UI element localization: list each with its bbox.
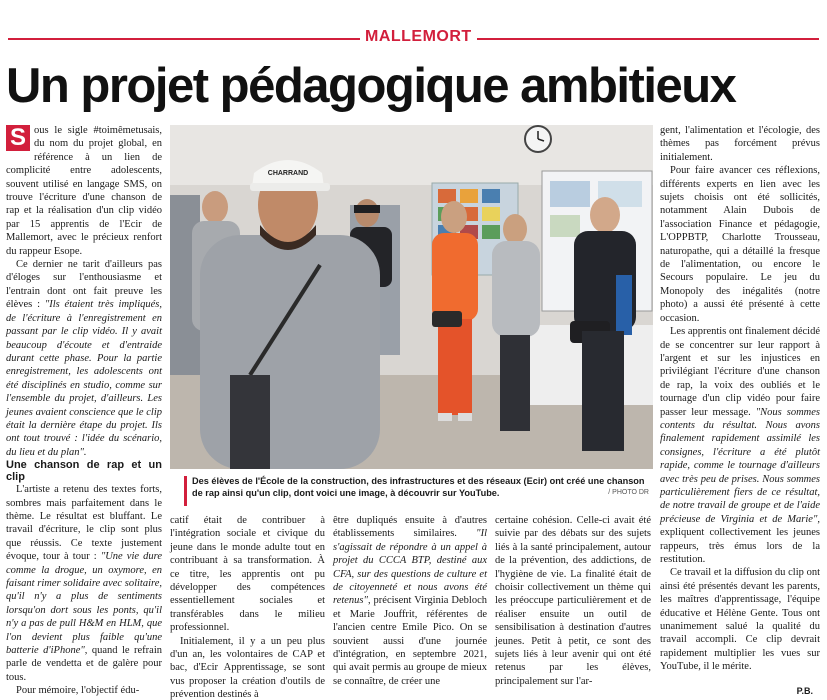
photo-credit: / PHOTO DR bbox=[608, 489, 649, 496]
caption-bar bbox=[184, 476, 187, 506]
paragraph: Ce travail et la diffusion du clip ont ainsi été présentés devant les parents, les maîtres d'apprentissage, l'équipe éducative et Hélène Gente. Tous ont unanimement salué la qualité du travail accompli. Ce clip devrait rapidement multiplier les vues sur YouTube, il le mérite. bbox=[660, 567, 820, 673]
photo-caption bbox=[170, 473, 653, 507]
paragraph-text: , quand le refrain parle de vendetta et de galère pour tous. bbox=[6, 645, 163, 683]
photo-illustration bbox=[170, 125, 653, 469]
rubric-label: MALLEMORT bbox=[360, 26, 477, 48]
drop-cap: S bbox=[6, 125, 30, 151]
section-subheading: Une chanson de rap et un clip bbox=[6, 459, 162, 484]
quote-text: "Nous sommes contents du résultat. Nous avons finalement rapidement assimilé les consignes, l'écriture a été plutôt rapide, comme le tournage d'ailleurs avec très peu de prises. Nous sommes particulièrement fiers de ce résultat, de notre travail de groupe et de l'aide précieuse de Virginia et de Marie" bbox=[660, 406, 820, 525]
article-column-1 bbox=[6, 124, 162, 698]
paragraph bbox=[660, 325, 820, 566]
article-column-2 bbox=[170, 514, 325, 700]
paragraph: Pour faire avancer ces réflexions, différents experts en lien avec les sujets choisis ont été sollicités, notamment Alain Dubois de l'association Finance et pédagogie, L'OPPBTP, Charlotte Trousseau, naturopathe, qui a détaillé la fresque de l'alimentation, ou encore le Secours populaire. Le jeu du Monopoly des inégalités (notre photo) a aussi été présenté à cette occasion. bbox=[660, 165, 820, 324]
author-signature: P.B. bbox=[796, 686, 813, 696]
article-column-5 bbox=[660, 124, 820, 674]
wall-clock bbox=[525, 126, 551, 152]
paragraph: certaine cohésion. Celle-ci avait été suivie par des débats sur des sujets liés à la santé principalement, autour de la prévention, des addictions, de l'hygiène de vie. La finalité était de choisir collectivement un thème qui les préoccupe particulièrement et de réaliser ensuite un outil de sensibilisation à destination d'autres jeunes. Petit à petit, ce sont des sujets liés à leur avenir qui ont été retenus par les élèves, principalement sur l'ar- bbox=[495, 515, 651, 687]
quote-text: "Il s'agissait de répondre à un appel à projet du CCCA BTP, destiné aux CFA, sur des questions de culture et de citoyenneté et nous avons été retenus" bbox=[333, 528, 487, 607]
paragraph-text: Ce dernier ne tarit d'ailleurs pas d'éloges sur l'enthousiasme et l'entrain dont ont fait preuve les élèves : bbox=[6, 259, 162, 311]
quote-text: "Une vie dure comme la drogue, un oxymore, en faisant rimer solidaire avec solitaire, qu'il n'y a plus de sentiments lorsqu'on dort sous les ponts, qu'il n'y a pas de pull H&M en HLM, que l'on devient plus faible qu'une batterie d'iPhone" bbox=[6, 551, 162, 657]
paragraph-text: Les apprentis ont finalement décidé de se concentrer sur leur rapport à l'argent et sur les injustices en privilégiant l'écriture d'une chanson de rap, la voix des oubliés et le tournage d'un clip vidéo pour faire passer leur message. bbox=[660, 326, 820, 418]
article-column-4 bbox=[495, 514, 651, 688]
paragraph-text: L'artiste a retenu des textes forts, sombres mais parfaitement dans le thème. Le résultat est bluffant. Le travail d'écriture, le clip sont plus que réussis. Ce texte justement évoque, tour à tour : bbox=[6, 484, 162, 563]
paragraph: Pour mémoire, l'objectif édu- bbox=[16, 685, 140, 697]
section-rubric bbox=[8, 26, 819, 48]
quote-text: "Ils étaient très impliqués, de l'écriture à l'enregistrement en passant par le clip vidéo. Il y avait beaucoup d'écoute et d'entraide durant cette phase. Pour la partie enregistrement, les adolescents ont été disciplinés en studio, comme sur l'ensemble du projet, d'ailleurs. Les jeunes avaient conscience que le clip était la dernière étape du projet. Ils ont tout trouvé : l'idée du scénario, du lieu et du plan". bbox=[6, 299, 162, 458]
caption-text: Des élèves de l'École de la construction, des infrastructures et des réseaux (Ecir) ont créé une chanson de rap ainsi qu'un clip, dont voici une image, à découvrir sur YouTube. bbox=[192, 476, 645, 498]
paragraph-text: , précisent Virginia Debloch et Marie Jouffrit, référentes de l'ancien centre Emile Pico. On se souvient aussi d'une journée d'intégration, en septembre 2021, qui avait permis au groupe de mieux se connaître, de créer une bbox=[333, 595, 487, 687]
paragraph-text: , expliquent collectivement les jeunes rappeurs, très émus lors de la restitution. bbox=[660, 513, 820, 565]
paragraph bbox=[6, 483, 162, 684]
paragraph bbox=[333, 514, 487, 688]
article-photo bbox=[170, 125, 653, 469]
paragraph: gent, l'alimentation et l'écologie, des thèmes pas forcément prévus initialement. bbox=[660, 125, 820, 163]
article-column-3 bbox=[333, 514, 487, 688]
article-headline: Un projet pédagogique ambitieux bbox=[6, 59, 736, 113]
cap-logo: CHARRAND bbox=[267, 170, 309, 177]
paragraph: catif était de contribuer à l'intégration sociale et civique du jeune dans le monde adulte tout en contribuant à sa transformation. À ce titre, les apprentis ont pu développer des compétences essentiellement sociales et transférables dans le milieu professionnel. bbox=[170, 515, 325, 634]
paragraph bbox=[6, 258, 162, 459]
lead-paragraph bbox=[6, 124, 162, 258]
lead-text: ous le sigle #toimêmetusais, du nom du projet global, en référence à un lien de complicité entre adolescents, souvent utilisé en langage SMS, on trouve l'écriture d'une chanson de rap et la réalisation d'un clip vidéo par 15 apprentis de l'Ecir de Mallemort, avec le précieux renfort du rappeur Esope. bbox=[6, 125, 162, 257]
paragraph-text: être dupliqués ensuite à d'autres établissements similaires. bbox=[333, 515, 487, 540]
paragraph: Initialement, il y a un peu plus d'un an, les volontaires de CAP et bac, d'Ecir Apprentissage, se sont vus proposer la création d'outils de prévention destinés à bbox=[170, 635, 325, 700]
